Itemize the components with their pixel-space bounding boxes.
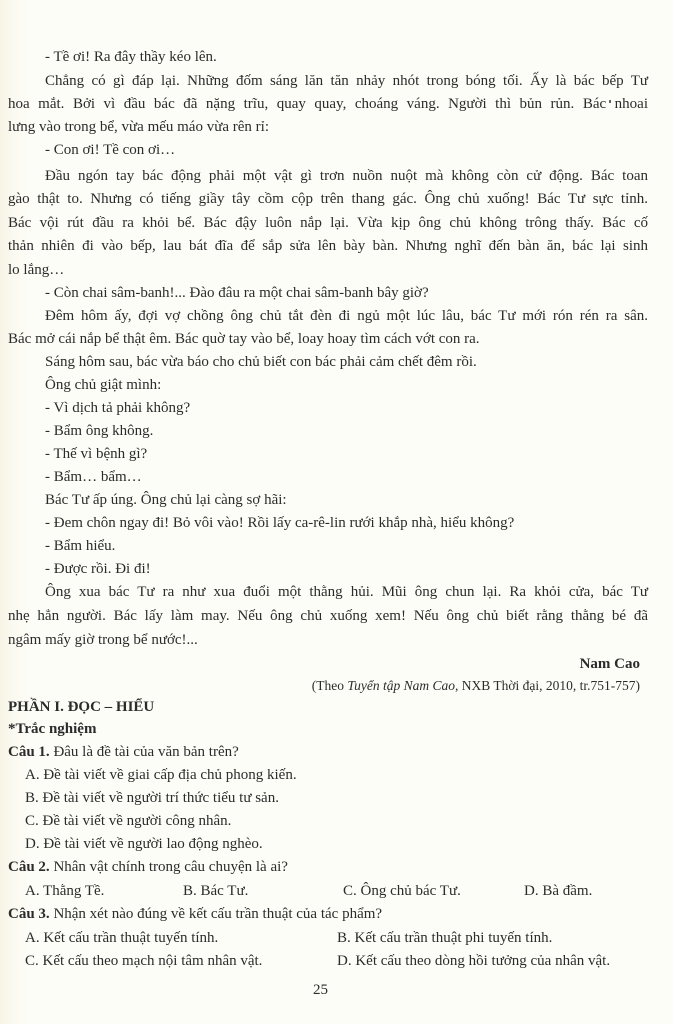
story-line: - Bẩm hiểu. — [45, 538, 116, 554]
story-line: Đầu ngón tay bác động phải một vật gì trơn nuồn nuột mà không còn cử động. Bác toan — [45, 168, 648, 184]
story-line: Ông chủ giật mình: — [45, 377, 162, 393]
section-subtitle: *Trắc nghiệm — [8, 721, 97, 737]
question-text: Nhận xét nào đúng về kết cấu trần thuật của tác phẩm? — [49, 906, 383, 922]
answer-option: B. Đề tài viết về người trí thức tiểu tư sản. — [25, 790, 279, 806]
story-line: thản nhiên đi vào bếp, lau bát đĩa để sắp sửa lên bày bàn. Nhưng nghĩ đến bàn ăn, bác lại sinh — [8, 238, 648, 254]
source-title: Tuyển tập Nam Cao — [347, 678, 455, 693]
source-suffix: , NXB Thời đại, 2010, tr.751-757) — [454, 678, 640, 693]
story-line: lo lắng… — [8, 262, 65, 278]
author-name: Nam Cao — [579, 656, 640, 672]
story-line: Bác vội rút đầu ra khỏi bể. Bác đậy luôn nắp lại. Vừa kịp ông chủ không trông thấy. Bác cố — [8, 215, 648, 231]
story-line: - Còn chai sâm-banh!... Đào đâu ra một chai sâm-banh bây giờ? — [45, 285, 429, 301]
source-citation — [312, 676, 640, 696]
story-line: - Con ơi! Tề con ơi… — [45, 142, 176, 158]
story-line: Sáng hôm sau, bác vừa báo cho chủ biết con bác phải cảm chết đêm rồi. — [45, 354, 477, 370]
answer-option: B. Kết cấu trần thuật phi tuyến tính. — [337, 930, 553, 946]
story-line: - Vì dịch tả phải không? — [45, 400, 191, 416]
story-line: - Thế vì bệnh gì? — [45, 446, 148, 462]
answer-option: C. Kết cấu theo mạch nội tâm nhân vật. — [25, 953, 263, 969]
story-line: Bác mở cái nắp bể thật êm. Bác quờ tay vào bể, loay hoay tìm cách vớt con ra. — [8, 331, 480, 347]
source-prefix: (Theo — [311, 678, 348, 693]
answer-option: C. Đề tài viết về người công nhân. — [25, 813, 232, 829]
answer-option: A. Thằng Tề. — [25, 883, 105, 899]
answer-option: D. Kết cấu theo dòng hồi tưởng của nhân vật. — [337, 953, 611, 969]
section-title: PHẦN I. ĐỌC – HIỂU — [8, 699, 155, 715]
story-line: Bác Tư ấp úng. Ông chủ lại càng sợ hãi: — [45, 492, 287, 508]
answer-option: A. Đề tài viết về giai cấp địa chủ phong kiến. — [25, 767, 297, 783]
question-2 — [8, 857, 288, 877]
answer-option: C. Ông chủ bác Tư. — [343, 883, 461, 899]
question-3 — [8, 904, 382, 924]
story-line: ngâm mấy giờ trong bể nước!... — [8, 632, 198, 648]
question-1 — [8, 742, 239, 762]
question-label: Câu 1. — [8, 744, 50, 760]
story-line: lưng vào trong bể, vừa mếu máo vừa rên rỉ: — [8, 119, 269, 135]
story-line: nhẹ hẳn người. Bác lấy làm may. Nếu ông chủ xuống xem! Nếu ông chủ biết rằng thằng bé đã — [8, 608, 648, 624]
story-line: - Bẩm ông không. — [45, 423, 154, 439]
answer-option: A. Kết cấu trần thuật tuyến tính. — [25, 930, 219, 946]
story-line: Ông xua bác Tư ra như xua đuổi một thằng hủi. Mũi ông chun lại. Ra khỏi cửa, bác Tư — [45, 584, 648, 600]
answer-option: D. Đề tài viết về người lao động nghèo. — [25, 836, 263, 852]
story-line: Chẳng có gì đáp lại. Những đốm sáng lăn tăn nhảy nhót trong bóng tối. Ấy là bác bếp Tư — [45, 73, 648, 89]
answer-option: B. Bác Tư. — [183, 883, 249, 899]
story-line: - Tề ơi! Ra đây thầy kéo lên. — [45, 49, 217, 65]
story-line: - Bẩm… bẩm… — [45, 469, 142, 485]
page-number: 25 — [313, 982, 328, 998]
story-line: - Được rồi. Đi đi! — [45, 561, 151, 577]
question-label: Câu 2. — [8, 859, 50, 875]
question-text: Nhân vật chính trong câu chuyện là ai? — [49, 859, 288, 875]
answer-option: D. Bà đầm. — [524, 883, 593, 899]
question-label: Câu 3. — [8, 906, 50, 922]
question-text: Đâu là đề tài của văn bản trên? — [49, 744, 239, 760]
story-line: gào thật to. Nhưng có tiếng giầy tây cồm cộp trên thang gác. Ông chủ xuống! Bác Tư sực tỉnh. — [8, 191, 648, 207]
story-line: Đêm hôm ấy, đợi vợ chồng ông chủ tắt đèn đi ngủ một lúc lâu, bác Tư mới rón rén ra sân. — [45, 308, 648, 324]
story-line: hoa mắt. Bởi vì đầu bác đã nặng trĩu, quay quay, choáng váng. Người thì bủn rủn. Bác nhoai — [8, 96, 648, 112]
story-line: - Đem chôn ngay đi! Bỏ vôi vào! Rồi lấy ca-rê-lin rưới khắp nhà, hiểu không? — [45, 515, 515, 531]
